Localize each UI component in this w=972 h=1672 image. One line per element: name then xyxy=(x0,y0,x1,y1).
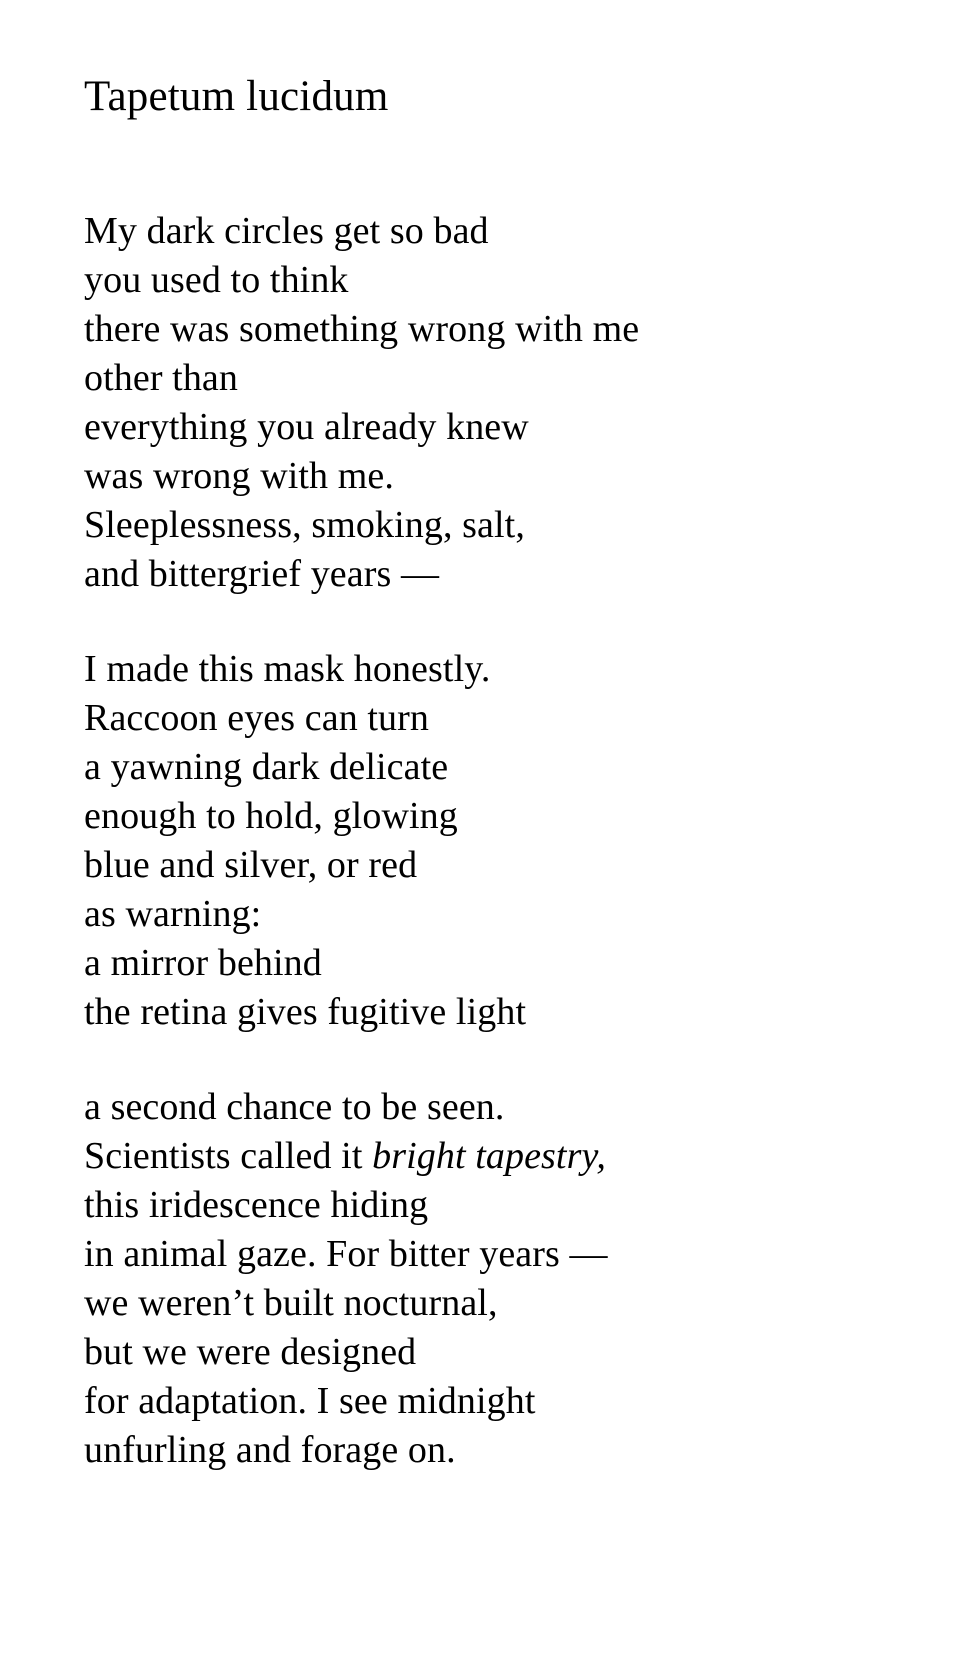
page-title: Tapetum lucidum xyxy=(84,73,389,120)
stanza-2 xyxy=(84,645,912,1037)
poem-line: was wrong with me. xyxy=(84,455,394,498)
stanza-1 xyxy=(84,207,912,599)
poem-line: Sleeplessness, smoking, salt, xyxy=(84,504,525,547)
poem-line: this iridescence hiding xyxy=(84,1184,429,1227)
poem-line: a yawning dark delicate xyxy=(84,746,449,789)
poem-line: but we were designed xyxy=(84,1331,417,1374)
poem-line-with-emphasis xyxy=(84,1132,912,1181)
poem-body xyxy=(84,207,912,1475)
poem-line: Raccoon eyes can turn xyxy=(84,697,430,740)
poem-line: there was something wrong with me xyxy=(84,308,640,351)
poem-line-text: Scientists called it xyxy=(84,1135,373,1178)
poem-line: as warning: xyxy=(84,893,262,936)
poem-line: in animal gaze. For bitter years — xyxy=(84,1233,608,1276)
poem-line: unfurling and forage on. xyxy=(84,1429,456,1472)
emphasis-phrase: bright tapestry, xyxy=(372,1135,606,1178)
stanza-3 xyxy=(84,1083,912,1475)
poem-line: we weren’t built nocturnal, xyxy=(84,1282,498,1325)
poem-line: the retina gives fugitive light xyxy=(84,991,527,1034)
poem-line: My dark circles get so bad xyxy=(84,210,489,253)
poem-line: a mirror behind xyxy=(84,942,322,985)
poem-line: everything you already knew xyxy=(84,406,529,449)
poem-line: enough to hold, glowing xyxy=(84,795,458,838)
poem-line: you used to think xyxy=(84,259,349,302)
poem-line: blue and silver, or red xyxy=(84,844,418,887)
poem-line: I made this mask honestly. xyxy=(84,648,491,691)
poem-line: and bittergrief years — xyxy=(84,553,440,596)
poem-line: a second chance to be seen. xyxy=(84,1086,505,1129)
poem-line: other than xyxy=(84,357,239,400)
poem-line: for adaptation. I see midnight xyxy=(84,1380,536,1423)
